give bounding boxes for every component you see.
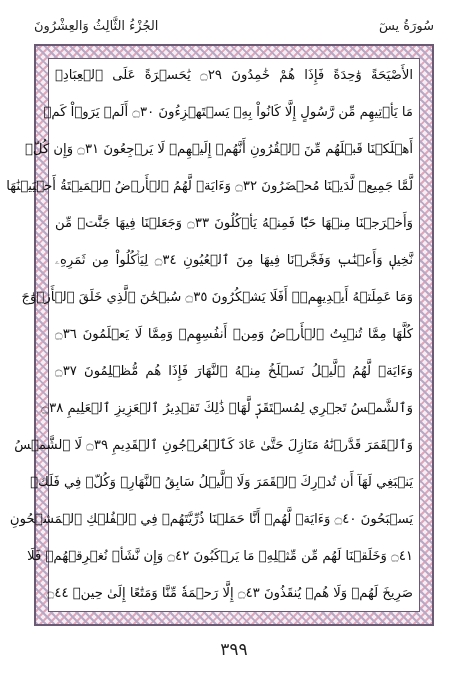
verse-line: وَءَايَةٞ لَّهُمُ ٱلَّيۡلُ نَسۡلَخُ مِنۡهُ ٱلنَّهَارَ فَإِذَا هُم مُّظۡلِمُونَ ۝٣٧	[55, 364, 413, 379]
surah-name: سُورَةُ يسٓ	[378, 18, 434, 34]
verse-line: يَنۢبَغِي لَهَآ أَن تُدۡرِكَ ٱلۡقَمَرَ وَلَا ٱلَّيۡلُ سَابِقُ ٱلنَّهَارِۚ وَكُلّٞ فِي فَلَكٖ	[30, 475, 413, 490]
verse-line: نَّخِيلٖ وَأَعۡنَٰبٖ وَفَجَّرۡنَا فِيهَا مِنَ ٱلۡعُيُونِ ۝٣٤ لِيَأۡكُلُواْ مِن ثَمَرِهِۦ	[55, 253, 413, 268]
verse-line: وَٱلۡقَمَرَ قَدَّرۡنَٰهُ مَنَازِلَ حَتَّىٰ عَادَ كَٱلۡعُرۡجُونِ ٱلۡقَدِيمِ ۝٣٩ لَا ٱلشَّمۡسُ	[14, 438, 413, 453]
verse-line: لَّمَّا جَمِيعٞ لَّدَيۡنَا مُحۡضَرُونَ ۝٣٢ وَءَايَةٞ لَّهُمُ ٱلۡأَرۡضُ ٱلۡمَيۡتَةُ أَحۡيَيۡنَٰهَا	[6, 179, 413, 194]
page-border-frame	[6, 44, 434, 626]
verse-line: ۝٤١ وَخَلَقۡنَا لَهُم مِّن مِّثۡلِهِۦ مَا يَرۡكَبُونَ ۝٤٢ وَإِن نَّشَأۡ نُغۡرِقۡهُمۡ فَلَا	[27, 549, 413, 564]
verse-line: مَا يَأۡتِيهِم مِّن رَّسُولٍ إِلَّا كَانُواْ بِهِۦ يَسۡتَهۡزِءُونَ ۝٣٠ أَلَمۡ يَرَوۡاْ كَمۡ	[43, 105, 413, 120]
verse-line: أَهۡلَكۡنَا قَبۡلَهُم مِّنَ ٱلۡقُرُونِ أَنَّهُمۡ إِلَيۡهِمۡ لَا يَرۡجِعُونَ ۝٣١ وَإِن كُلّٞ	[24, 142, 413, 157]
page-header	[34, 14, 434, 38]
verse-lines	[6, 65, 413, 605]
verse-line: وَمَا عَمِلَتۡهُ أَيۡدِيهِمۡۚ أَفَلَا يَشۡكُرُونَ ۝٣٥ سُبۡحَٰنَ ٱلَّذِي خَلَقَ ٱلۡأَزۡوَٰجَ	[21, 290, 413, 305]
page-number: ٣٩٩	[220, 640, 248, 660]
verse-line: يَسۡبَحُونَ ۝٤٠ وَءَايَةٞ لَّهُمۡ أَنَّا حَمَلۡنَا ذُرِّيَّتَهُمۡ فِي ٱلۡفُلۡكِ ٱلۡمَشۡحُونِ	[9, 512, 413, 527]
verse-line: وَأَخۡرَجۡنَا مِنۡهَا حَبّٗا فَمِنۡهُ يَأۡكُلُونَ ۝٣٣ وَجَعَلۡنَا فِيهَا جَنَّٰتٖ مِّن	[55, 216, 413, 231]
text-panel	[6, 58, 420, 612]
verse-line: صَرِيخَ لَهُمۡ وَلَا هُمۡ يُنقَذُونَ ۝٤٣ إِلَّا رَحۡمَةٗ مِّنَّا وَمَتَٰعًا إِلَىٰ حِينٖ ۝٤٤	[46, 586, 413, 601]
juz-name: الجُزْءُ الثَّالِثُ وَالعِشْرُونَ	[34, 18, 159, 34]
verse-line: وَٱلشَّمۡسُ تَجۡرِي لِمُسۡتَقَرّٖ لَّهَاۚ ذَٰلِكَ تَقۡدِيرُ ٱلۡعَزِيزِ ٱلۡعَلِيمِ ۝٣٨	[41, 401, 413, 416]
verse-line: الأَصْيَحَةً وَٰحِدَةً فَإِذَا هُمْ خَٰمِدُونَ ۝٢٩ يَٰحَسۡرَةً عَلَى ٱلۡعِبَادِۚ	[55, 68, 413, 83]
verse-line: كُلَّهَا مِمَّا تُنۢبِتُ ٱلۡأَرۡضُ وَمِنۡ أَنفُسِهِمۡ وَمِمَّا لَا يَعۡلَمُونَ ۝٣٦	[55, 327, 413, 342]
